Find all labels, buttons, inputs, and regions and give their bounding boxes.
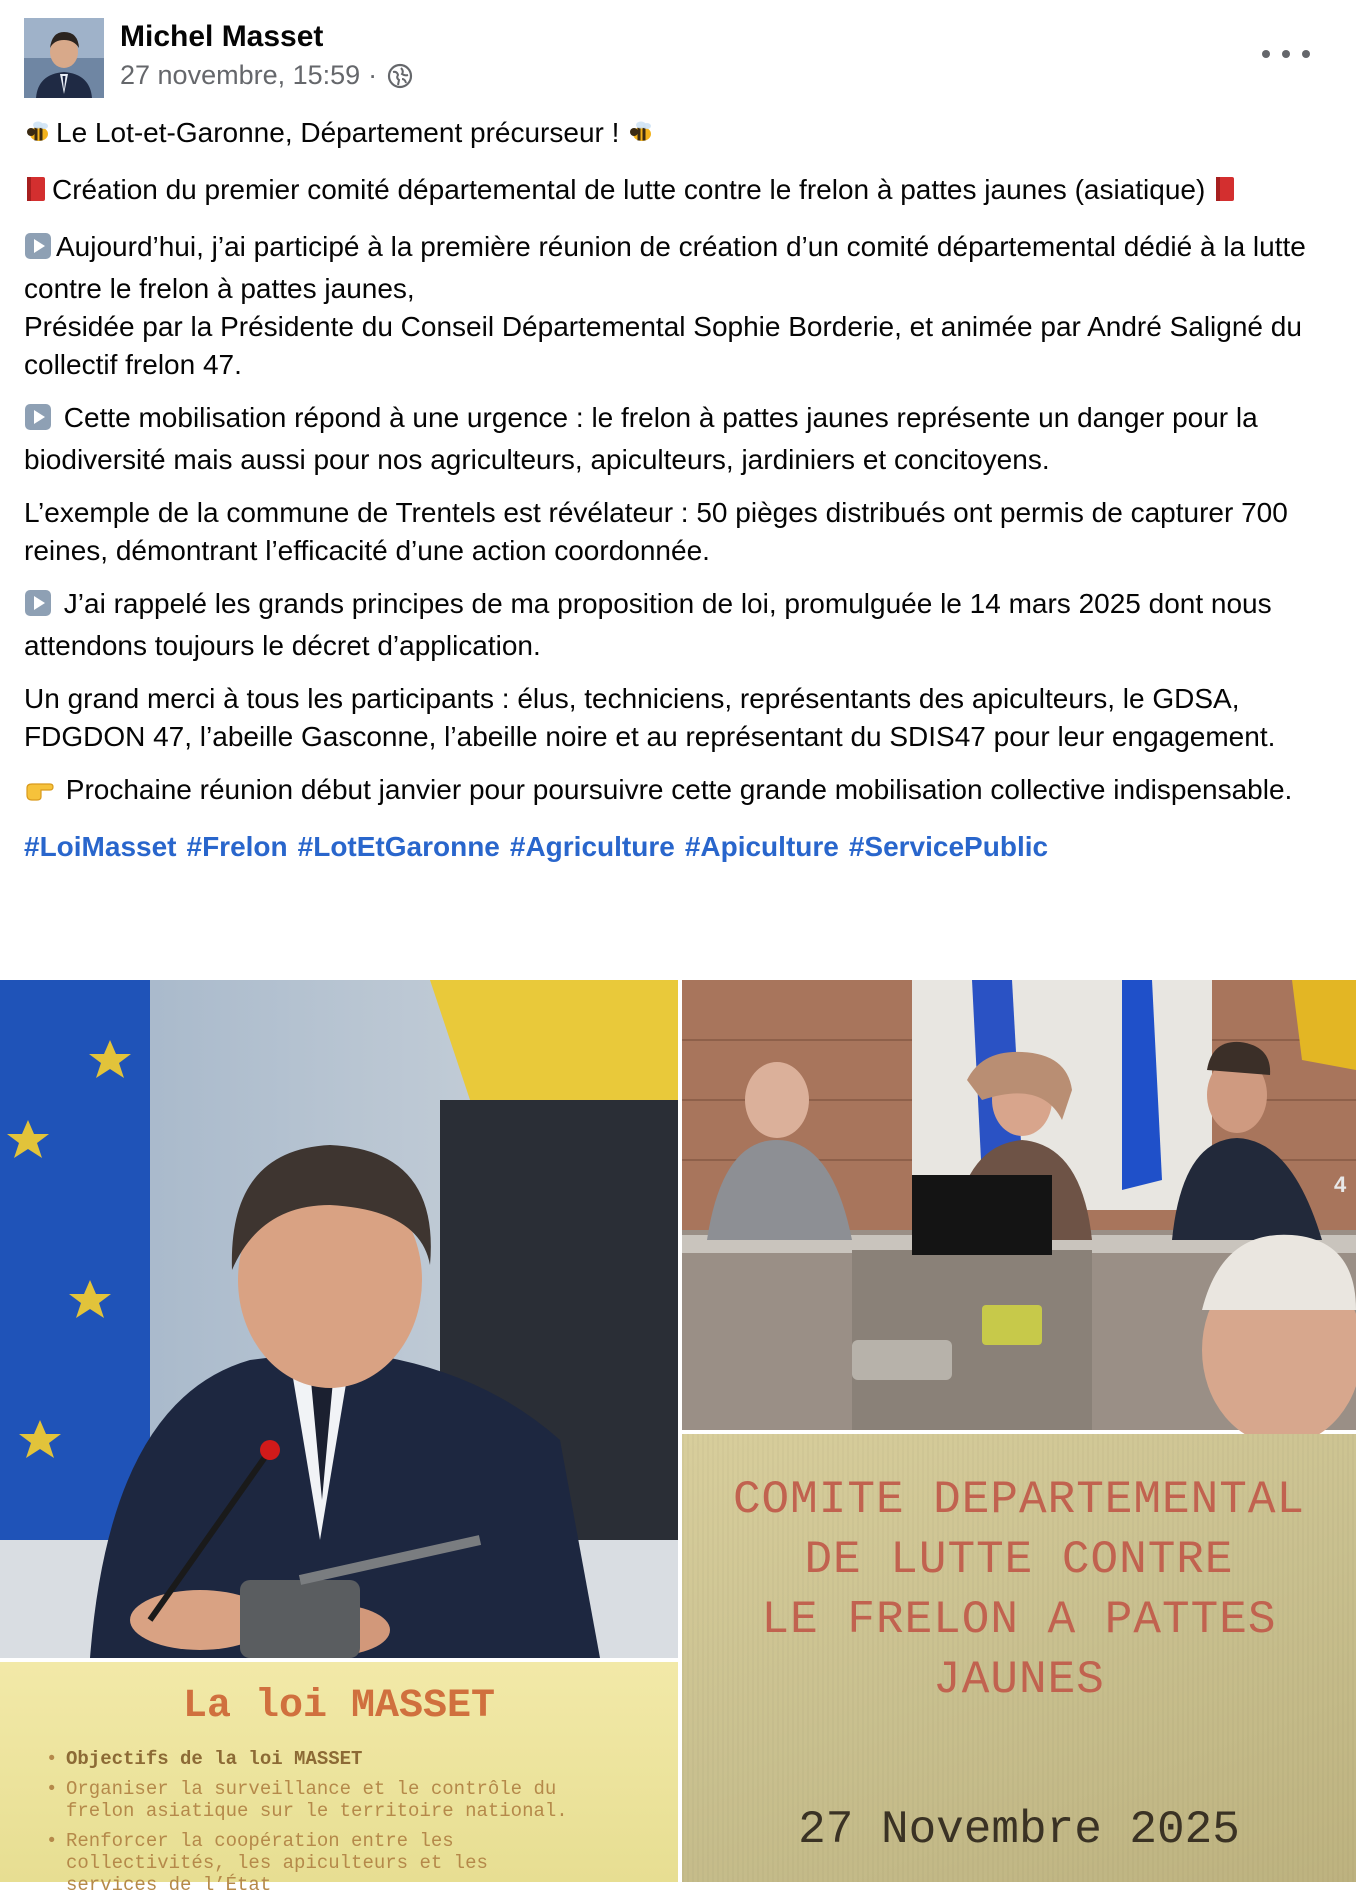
post-header (24, 18, 1334, 98)
play-button-icon (24, 403, 52, 441)
hashtag-apiculture[interactable]: #Apiculture (684, 831, 839, 862)
creation-paragraph (24, 171, 1334, 213)
photo-speaker[interactable] (0, 980, 678, 1658)
committee-line-1: COMITE DEPARTEMENTAL (732, 1474, 1306, 1526)
slide-loi-item-1: Objectifs de la loi MASSET (66, 1748, 363, 1770)
paragraph-1-line-1: Aujourd’hui, j’ai participé à la première réunion de création d’un comité départemental dédié à la lutte contre le frelon à pattes jaunes, (24, 231, 1306, 304)
hashtags (24, 828, 1334, 866)
post-timestamp[interactable]: 27 novembre, 15:59 (120, 60, 361, 90)
slide-loi-item-2-line-1: Organiser la surveillance et le contrôle du (66, 1778, 557, 1800)
paragraph-4-text: J’ai rappelé les grands principes de ma proposition de loi, promulguée le 14 mars 2025 dont nous attendons toujours le décret d’application. (24, 588, 1272, 661)
hashtag-loimasset[interactable]: #LoiMasset (24, 831, 177, 862)
paragraph-1-line-2: Présidée par la Présidente du Conseil Départemental Sophie Borderie, et animée par André Saligné du collectif frelon 47. (24, 311, 1302, 380)
seat-number: 4 (1334, 1172, 1347, 1197)
post-content (24, 114, 1334, 866)
title-paragraph (24, 114, 1334, 156)
avatar[interactable] (24, 18, 104, 98)
slide-loi-item-3-line-1: Renforcer la coopération entre les (66, 1830, 454, 1852)
bee-icon (627, 118, 655, 156)
paragraph-6 (24, 771, 1334, 813)
paragraph-2-text: Cette mobilisation répond à une urgence : le frelon à pattes jaunes représente un danger pour la biodiversité mais aussi pour nos agriculteurs, apiculteurs, jardiniers et concitoyens. (24, 402, 1258, 475)
slide-loi-item-3-line-2: collectivités, les apiculteurs et les (66, 1852, 488, 1874)
paragraph-2 (24, 399, 1334, 479)
red-book-icon (24, 175, 48, 213)
hashtag-agriculture[interactable]: #Agriculture (509, 831, 675, 862)
meta-separator: · (368, 60, 378, 90)
paragraph-4 (24, 585, 1334, 665)
hashtag-frelon[interactable]: #Frelon (186, 831, 288, 862)
red-book-icon (1213, 175, 1237, 213)
committee-line-2: DE LUTTE CONTRE (804, 1534, 1234, 1586)
paragraph-1 (24, 228, 1334, 384)
slide-loi-item-2-line-2: frelon asiatique sur le territoire national. (66, 1800, 568, 1822)
paragraph-6-text: Prochaine réunion début janvier pour poursuivre cette grande mobilisation collective indispensable. (65, 774, 1293, 805)
paragraph-3: L’exemple de la commune de Trentels est révélateur : 50 pièges distribués ont permis de capturer 700 reines, démontrant l’efficacité d’une action coordonnée. (24, 497, 1288, 566)
slide-loi-title: La loi MASSET (182, 1684, 496, 1729)
creation-line: Création du premier comité départemental de lutte contre le frelon à pattes jaunes (asiatique) (52, 174, 1206, 205)
committee-line-4: JAUNES (933, 1654, 1105, 1706)
photo-slide-committee[interactable] (682, 1434, 1356, 1882)
pointing-hand-icon (24, 775, 54, 813)
title-line: Le Lot-et-Garonne, Département précurseur ! (56, 117, 620, 148)
post-meta (120, 60, 413, 91)
photo-slide-loi-masset[interactable]: La loi MASSET • Objectifs de la loi MASSET • Organiser la surveillance et le contrôle du frelon asiatique sur le territoire national. • Renforcer la coopération entre les collectivités, les apiculteurs et les services de l’État (0, 1662, 678, 1882)
committee-date: 27 Novembre 2025 (798, 1804, 1240, 1856)
committee-line-3: LE FRELON A PATTES (761, 1594, 1277, 1646)
play-button-icon (24, 589, 52, 627)
photo-meeting[interactable] (682, 980, 1356, 1430)
more-options-icon[interactable] (1262, 40, 1310, 68)
play-button-icon (24, 232, 52, 270)
author-name[interactable]: Michel Masset (120, 20, 324, 53)
paragraph-5: Un grand merci à tous les participants : élus, techniciens, représentants des apiculteurs, le GDSA, FDGDON 47, l’abeille Gasconne, l’abeille noire et au représentant du SDIS47 pour leur engagement. (24, 683, 1276, 752)
photo-grid (0, 980, 1356, 1896)
globe-icon[interactable] (387, 63, 413, 89)
hashtag-lotetgaronne[interactable]: #LotEtGaronne (297, 831, 500, 862)
hashtag-servicepublic[interactable]: #ServicePublic (848, 831, 1049, 862)
slide-loi-item-3-line-3: services de l’État (66, 1874, 272, 1896)
bee-icon (24, 118, 52, 156)
